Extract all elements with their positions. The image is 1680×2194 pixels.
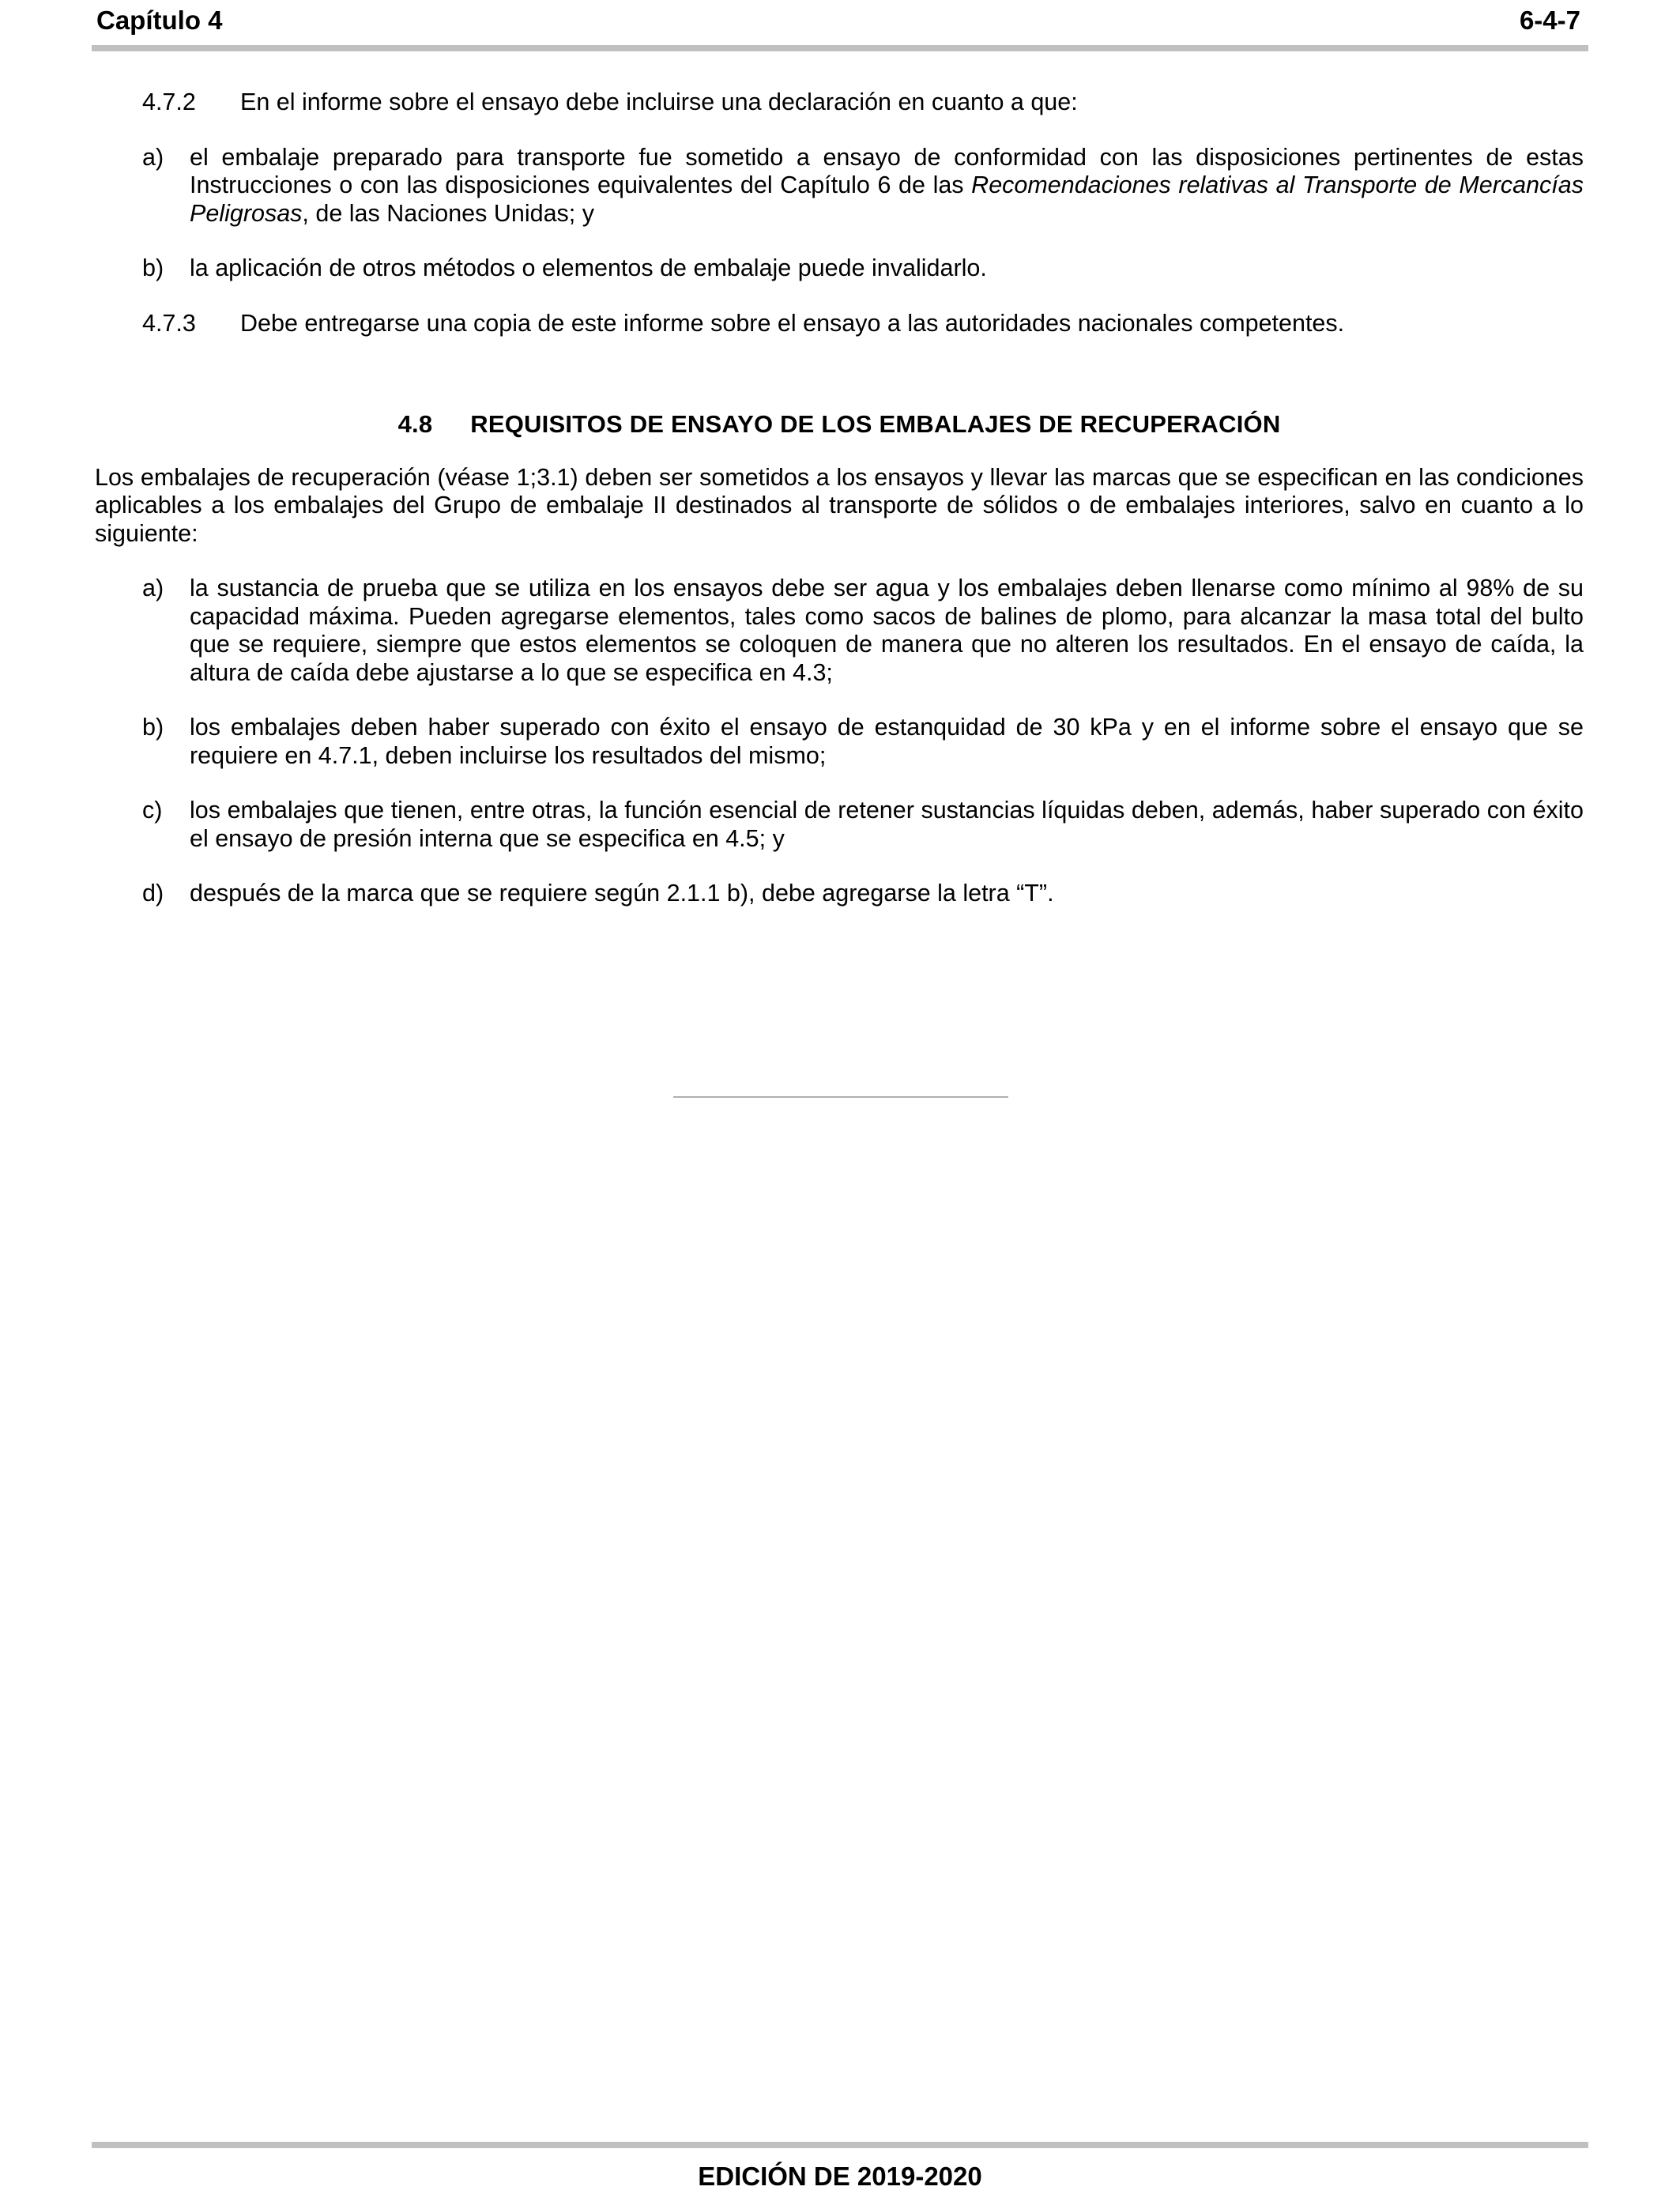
- page-body: [95, 89, 1584, 935]
- page-header: [93, 3, 1587, 38]
- section-title: REQUISITOS DE ENSAYO DE LOS EMBALAJES DE RECUPERACIÓN: [470, 410, 1281, 438]
- section-number: 4.8: [397, 410, 433, 438]
- page-number: 6-4-7: [1519, 6, 1580, 35]
- paragraph-number: 4.7.2: [142, 89, 196, 115]
- item-label: d): [142, 880, 164, 907]
- list-item: [142, 714, 1584, 770]
- edition-footer: EDICIÓN DE 2019-2020: [698, 2162, 982, 2191]
- item-text-part: , de las Naciones Unidas; y: [302, 199, 594, 227]
- list-item: [142, 797, 1584, 853]
- item-text-part: el embalaje preparado para transporte fue sometido a ensayo de conformidad con las disposiciones pertinentes de estas Instrucciones o con las disposiciones equivalentes del Capítulo 6 de las: [190, 143, 1584, 198]
- list-item: [142, 144, 1584, 228]
- paragraph-4-7-2: [142, 89, 1584, 117]
- item-text: los embalajes que tienen, entre otras, la función esencial de retener sustancias líquidas deben, además, haber superado con éxito el ensayo de presión interna que se especifica en 4.5; y: [190, 797, 1584, 852]
- footer-rule: [92, 2142, 1588, 2148]
- item-label: c): [142, 797, 163, 824]
- list-item: [142, 880, 1584, 908]
- section-intro: Los embalajes de recuperación (véase 1;3.1) deben ser sometidos a los ensayos y llevar las marcas que se especifican en las condiciones aplicables a los embalajes del Grupo de embalaje II destinados al transporte de sólidos o de embalajes interiores, salvo en cuanto a lo siguiente:: [95, 463, 1584, 547]
- item-label: a): [142, 143, 164, 171]
- item-text: después de la marca que se requiere según 2.1.1 b), debe agregarse la letra “T”.: [190, 880, 1054, 907]
- paragraph-4-7-3: [142, 310, 1584, 338]
- section-heading: [95, 410, 1584, 439]
- header-rule: [92, 45, 1588, 51]
- item-label: b): [142, 254, 164, 281]
- end-of-chapter-divider: [673, 1096, 1008, 1098]
- chapter-title: Capítulo 4: [96, 6, 223, 35]
- list-item: [142, 575, 1584, 687]
- list-item: [142, 254, 1584, 283]
- document-title-italic: Recomendaciones relativas al Transporte de Mercancías Peligrosas: [190, 172, 1584, 227]
- paragraph-text: Debe entregarse una copia de este informe sobre el ensayo a las autoridades nacionales competentes.: [240, 309, 1345, 337]
- item-label: b): [142, 714, 164, 741]
- item-label: a): [142, 575, 164, 601]
- paragraph-number: 4.7.3: [142, 309, 196, 337]
- item-text: [190, 144, 1584, 228]
- paragraph-text: En el informe sobre el ensayo debe incluirse una declaración en cuanto a que:: [240, 89, 1078, 115]
- item-text: la aplicación de otros métodos o elementos de embalaje puede invalidarlo.: [190, 254, 987, 281]
- item-text: la sustancia de prueba que se utiliza en los ensayos debe ser agua y los embalajes deben llenarse como mínimo al 98% de su capacidad máxima. Pueden agregarse elementos, tales como sacos de balines de plomo, para alcanzar la masa total del bulto que se requiere, siempre que estos elementos se coloquen de manera que no alteren los resultados. En el ensayo de caída, la altura de caída debe ajustarse a lo que se especifica en 4.3;: [190, 575, 1584, 686]
- item-text: los embalajes deben haber superado con éxito el ensayo de estanquidad de 30 kPa y en el informe sobre el ensayo que se requiere en 4.7.1, deben incluirse los resultados del mismo;: [190, 714, 1584, 769]
